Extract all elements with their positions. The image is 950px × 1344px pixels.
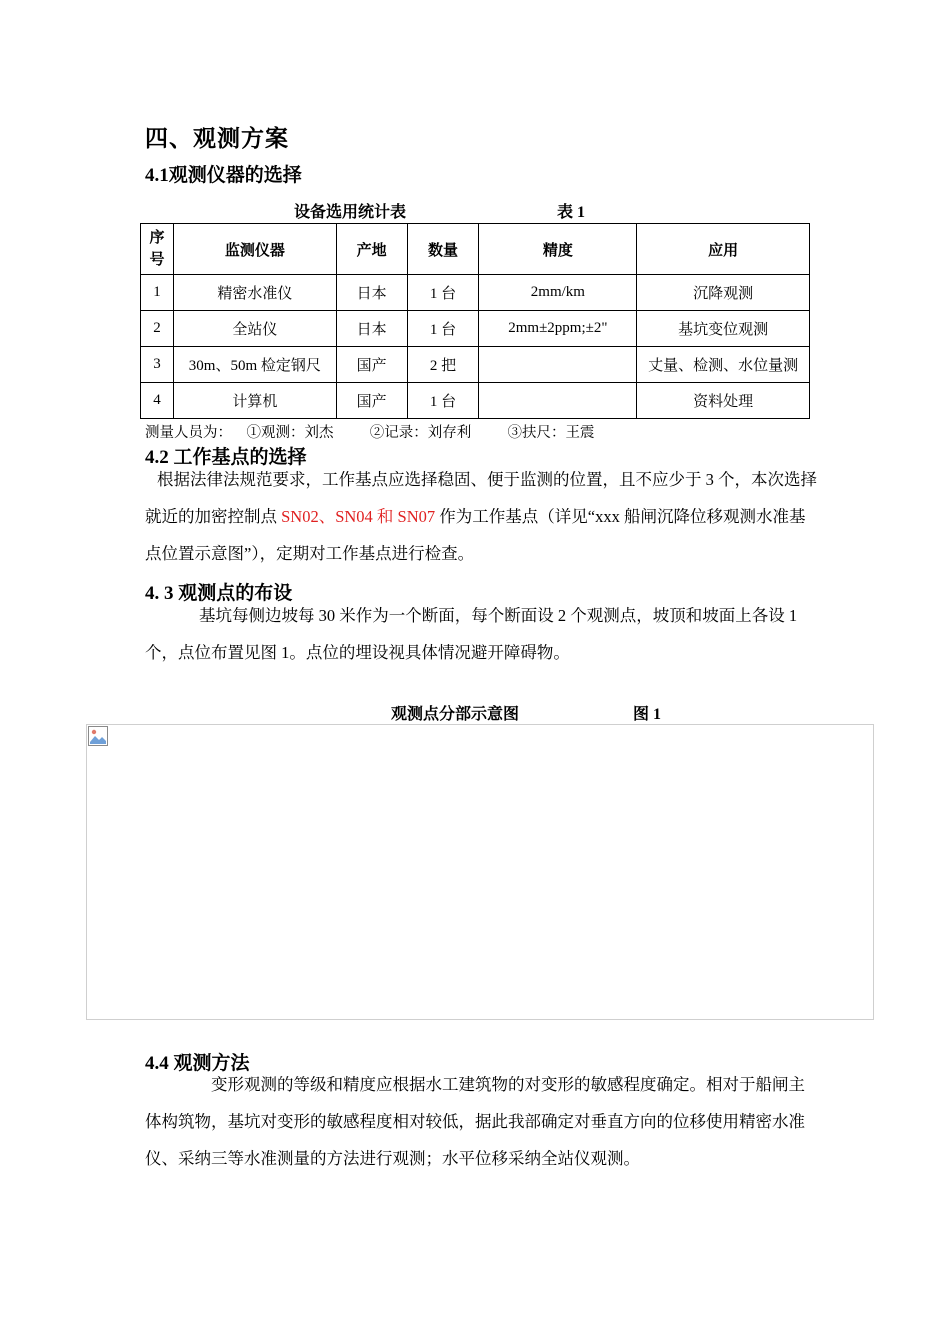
cell-index: 1 bbox=[141, 275, 174, 311]
paragraph-text: 根据法律法规范要求，工作基点应选择稳固、便于监测的位置，且不应少于 3 个，本次选择就近的加密控制点 bbox=[145, 470, 817, 526]
cell-precision bbox=[479, 347, 637, 383]
cell-application: 丈量、检测、水位量测 bbox=[637, 347, 810, 383]
table-row bbox=[141, 311, 810, 347]
header-origin: 产地 bbox=[336, 224, 407, 275]
cell-index: 4 bbox=[141, 383, 174, 419]
cell-quantity: 1 台 bbox=[407, 311, 479, 347]
figure-number: 图 1 bbox=[633, 706, 662, 723]
cell-application: 资料处理 bbox=[637, 383, 810, 419]
header-instrument: 监测仪器 bbox=[173, 224, 336, 275]
cell-application: 沉降观测 bbox=[637, 275, 810, 311]
table-row bbox=[141, 275, 810, 311]
figure-placeholder bbox=[86, 724, 874, 1020]
highlighted-control-points: SN02、SN04 和 SN07 bbox=[281, 507, 436, 526]
heading-4-3: 4. 3 观测点的布设 bbox=[145, 583, 293, 604]
table-caption: 设备选用统计表 bbox=[294, 204, 407, 221]
cell-precision: 2mm/km bbox=[479, 275, 637, 311]
cell-precision bbox=[479, 383, 637, 419]
header-application: 应用 bbox=[637, 224, 810, 275]
staff-observer: ①观测：刘杰 bbox=[246, 425, 334, 441]
header-index: 序号 bbox=[141, 224, 174, 275]
staff-recorder: ②记录：刘存利 bbox=[369, 425, 472, 441]
cell-instrument: 30m、50m 检定钢尺 bbox=[173, 347, 336, 383]
section-title: 四、观测方案 bbox=[145, 126, 289, 151]
cell-quantity: 1 台 bbox=[407, 275, 479, 311]
cell-quantity: 2 把 bbox=[407, 347, 479, 383]
table-header-row bbox=[141, 224, 810, 275]
heading-4-1: 4.1观测仪器的选择 bbox=[145, 165, 302, 186]
cell-origin: 国产 bbox=[336, 383, 407, 419]
cell-index: 2 bbox=[141, 311, 174, 347]
heading-4-2: 4.2 工作基点的选择 bbox=[145, 447, 307, 468]
paragraph-4-2 bbox=[145, 461, 820, 572]
heading-4-4: 4.4 观测方法 bbox=[145, 1053, 250, 1074]
paragraph-4-4: 变形观测的等级和精度应根据水工建筑物的对变形的敏感程度确定。相对于船闸主体构筑物，基坑对变形的敏感程度相对较低，据此我部确定对垂直方向的位移使用精密水准仪、采纳三等水准测量的方法进行观测；水平位移采纳全站仪观测。 bbox=[145, 1075, 805, 1168]
table-number: 表 1 bbox=[557, 204, 586, 221]
cell-origin: 日本 bbox=[336, 311, 407, 347]
staff-rod-holder: ③扶尺：王震 bbox=[507, 425, 595, 441]
cell-origin: 日本 bbox=[336, 275, 407, 311]
equipment-table bbox=[140, 223, 810, 419]
cell-quantity: 1 台 bbox=[407, 383, 479, 419]
cell-application: 基坑变位观测 bbox=[637, 311, 810, 347]
cell-instrument: 计算机 bbox=[173, 383, 336, 419]
figure-caption: 观测点分部示意图 bbox=[391, 706, 520, 723]
paragraph-text: 作为工作基点（详见“xxx 船闸沉降位移观测水准基点位置示意图”），定期对工作基点进行检查。 bbox=[145, 507, 806, 563]
header-quantity: 数量 bbox=[407, 224, 479, 275]
broken-image-icon bbox=[88, 726, 108, 746]
cell-instrument: 精密水准仪 bbox=[173, 275, 336, 311]
cell-index: 3 bbox=[141, 347, 174, 383]
header-precision: 精度 bbox=[479, 224, 637, 275]
paragraph-4-3: 基坑每侧边坡每 30 米作为一个断面，每个断面设 2 个观测点，坡顶和坡面上各设 1 个，点位布置见图 1。点位的埋设视具体情况避开障碍物。 bbox=[145, 606, 798, 662]
table-row bbox=[141, 383, 810, 419]
staff-line bbox=[145, 421, 595, 442]
cell-origin: 国产 bbox=[336, 347, 407, 383]
table-row bbox=[141, 347, 810, 383]
cell-instrument: 全站仪 bbox=[173, 311, 336, 347]
cell-precision: 2mm±2ppm;±2" bbox=[479, 311, 637, 347]
staff-label: 测量人员为： bbox=[145, 425, 232, 441]
